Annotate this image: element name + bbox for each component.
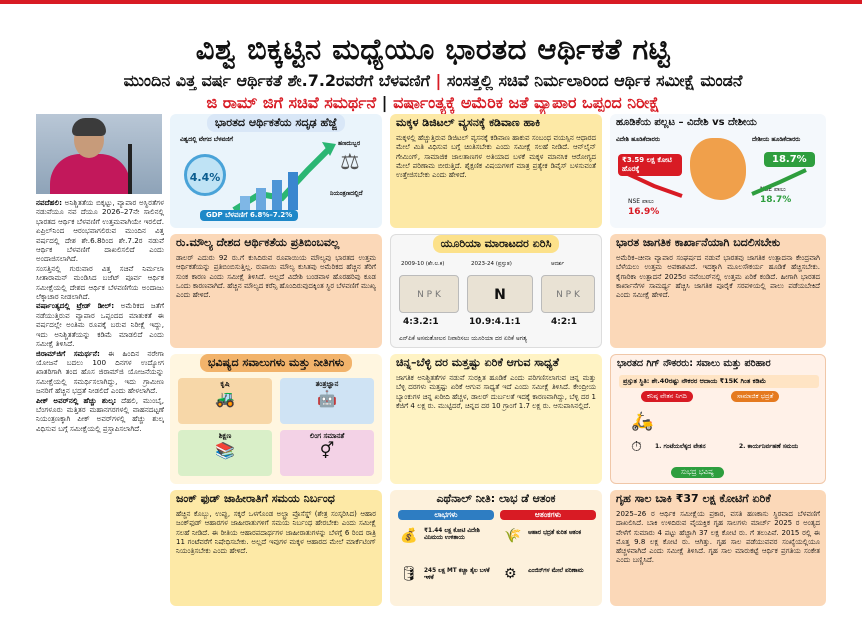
oil-barrel-icon: 🛢 [400, 566, 418, 582]
inflation-label-2: ನಿಯಂತ್ರಣದಲ್ಲಿದೆ [330, 190, 363, 197]
urea-caption: ಎನ್‌ಪಿಕೆ ಅಸಮತೋಲನ ನಿವಾರಿಸಲು ಯೂರಿಯಾ ದರ ಏರಿಕೆ ಅಗತ್ಯ [399, 335, 528, 342]
challenge-agriculture [178, 378, 272, 424]
photo-figure-body [50, 154, 130, 194]
challenge-technology [280, 378, 374, 424]
urea-ratio-2: 10.9:4.1:1 [469, 317, 521, 327]
nse-label-fpi: NSE ಪಾಲು [628, 198, 654, 205]
panel-housing-loans [610, 490, 826, 606]
panel-title: ಭಾರತದ ಆರ್ಥಿಕತೆಯ ಸದೃಢ ಹೆಜ್ಜೆ [207, 114, 345, 132]
grain-icon: 🌾 [504, 528, 522, 544]
subhead1-left: ಮುಂದಿನ ವಿತ್ತ ವರ್ಷ ಆರ್ಥಿಕತೆ ಶೇ.7.2ರವರೆಗೆ ಬೆಳವಣಿಗೆ [123, 71, 430, 90]
growth-percent-badge: 4.4% [184, 154, 226, 196]
gig-step-1: 1. ಗಂಟೆಯಲೆಕ್ಕದ ವೇತನ [655, 443, 706, 450]
book-icon: 📚 [215, 441, 235, 460]
panel-title: ಹೂಡಿಕೆಯ ಪಲ್ಲಟ – ವಿದೇಶಿ vs ದೇಶೀಯ [616, 117, 757, 128]
clock-icon: ⏱ [631, 439, 642, 455]
lead-article [36, 114, 164, 606]
subheadline-1 [14, 70, 852, 92]
panel-growth [170, 114, 382, 228]
panel-text: ಹೆಚ್ಚಿನ ಕೊಬ್ಬು, ಉಪ್ಪು, ಸಕ್ಕರೆ ಒಳಗೊಂಡ ಅಲ್ಟ್ರಾ ಪ್ರೊಸೆಸ್ಡ್ (ಶೇತ್ರ ಸಂಸ್ಕರಿಸಿದ) ಆಹಾರ ಜಂಕ್‌ಫುಡ್ ಆಹಾರಗಳ ಜಾಹೀರಾತುಗಳಿಗೆ ಸಮಯ ನಿರ್ಬಂಧ ಹೇರಬೇಕು ಎಂದು ಸಮೀಕ್ಷೆ ಸಲಹೆ ನೀಡಿದೆ. ಈ ರೀತಿಯ ಆಹಾರಪದಾರ್ಥಗಳ ಜಾಹೀರಾತುಗಳನ್ನು ಬೆಳಗ್ಗೆ 6 ರಿಂದ ರಾತ್ರಿ 11 ಗಂಟೆವರೆಗೆ ನಿಷೇಧಿಸಬೇಕು. ಅಲ್ಲದೆ ಇವುಗಳ ಮಕ್ಕಳ ಆಹಾರದ ಮೇಲೆ ಮಾರ್ಕೆಟಿಂಗ್ ನಿಯಂತ್ರಿಸಬೇಕು ಎಂದು ಹೇಳಿದೆ. [176, 510, 376, 556]
subhead: ಜಿರಾಮ್‌ಜಿಗೆ ಸಮರ್ಥನೆ: [36, 348, 100, 358]
urea-ratio-3: 4:2:1 [551, 317, 577, 327]
money-icon: 💰 [400, 528, 418, 544]
challenge-label: ಶಿಕ್ಷಣ [218, 432, 232, 440]
challenge-label: ಲಿಂಗ ಸಮಾನತೆ [309, 432, 345, 440]
npk-bags-2: N [467, 275, 533, 313]
benefit-2: 245 ಲಕ್ಷ MT ಕಚ್ಚಾ ತೈಲ ಬಳಕೆ ಇಳಿಕೆ [424, 568, 490, 581]
urea-year-1: 2009-10 (ಶೇ.ಲ.ಕ) [401, 261, 445, 267]
panel-challenges [170, 354, 382, 484]
separator: | [381, 93, 394, 112]
engine-icon: ⚙ [504, 566, 517, 582]
tractor-icon: 🚜 [215, 389, 235, 408]
fpi-value: ₹3.59 ಲಕ್ಷ ಕೋಟಿ ಹೊರಕ್ಕೆ [618, 154, 682, 176]
concerns-header: ಆತಂಕಗಳು [500, 510, 596, 520]
npk-bags-1: N P K [399, 275, 459, 313]
separator: | [435, 71, 447, 90]
paragraph: ಅಮೆರಿಕದ ಜತೆಗೆ ನಡೆಯುತ್ತಿರುವ ವ್ಯಾಪಾರ ಒಪ್ಪಂದದ ಮಾತುಕತೆ ಈ ವರ್ಷದಲ್ಲೇ ಅಂತಿಮ ರೂಪಕ್ಕೆ ಬರುವ ನಿರೀಕ್ಷೆ ಇದ್ದು, ಇದು ಅನಿಶ್ಚಿತತೆಯನ್ನು ಕಡಿಮೆ ಮಾಡಲಿದೆ ಎಂದು ಸಮೀಕ್ಷೆ ತಿಳಿಸಿದೆ. [36, 301, 164, 349]
subhead: ಪೀಕ್ ಅವರ್‌ನಲ್ಲಿ ಹೆಚ್ಚು ಶುಲ್ಕ: [36, 395, 117, 405]
paragraph: ಅನಿಶ್ಚಿತತೆಯ ಬಿಕ್ಕಟ್ಟು, ವ್ಯಾಪಾರ ಅಸ್ಥಿರತೆಗಳ ನಡುವೆಯೂ ನವ ದೆಯೂ 2026–27ನೇ ಸಾಲಿನಲ್ಲಿ ಭಾರತದ ಆರ್ಥಿಕ ಬೆಳವಣಿಗೆ ಉತ್ತಮವಾಗಿಯೇ ಇರಲಿದೆ. ಏಪ್ರಿಲ್‌ನಿಂದ ಆರಂಭವಾಗಲಿರುವ ಮುಂದಿನ ವಿತ್ತ ವರ್ಷದಲ್ಲಿ ದೇಶ ಶೇ.6.8ರಿಂದ ಶೇ.7.2ರ ನಡುವೆ ಆರ್ಥಿಕ ಬೆಳವಣಿಗೆ ದಾಖಲಿಸಲಿದೆ ಎಂದು ಅಂದಾಜಿಸಲಾಗಿದೆ. [36, 198, 164, 264]
panel-title: ಭವಿಷ್ಯದ ಸವಾಲುಗಳು ಮತ್ತು ನೀತಿಗಳು [200, 354, 352, 372]
challenge-label: ತಂತ್ರಜ್ಞಾನ [315, 380, 339, 388]
uptrend-arrow-icon [750, 168, 810, 198]
nse-label-dii: NSE ಪಾಲು [760, 186, 786, 193]
article-body [36, 114, 828, 610]
benefit-1: ₹1.44 ಲಕ್ಷ ಕೋಟಿ ವಿದೇಶಿ ವಿನಿಮಯ ಉಳಿತಾಯ [424, 528, 480, 541]
benefits-header: ಲಾಭಗಳು [398, 510, 494, 520]
dii-value: 18.7% [764, 152, 815, 167]
microphone-icon [128, 144, 132, 194]
minister-photo [36, 114, 162, 194]
paragraph: ಸಂಸತ್ತಿನಲ್ಲಿ ಗುರುವಾರ ವಿತ್ತ ಸಚಿವೆ ನಿರ್ಮಲಾ ಸೀತಾರಾಮನ್ ಮಂಡಿಸಿದ ಬಜೆಟ್ ಪೂರ್ವ ಆರ್ಥಿಕ ಸಮೀಕ್ಷೆಯಲ್ಲಿ ದೇಶದ ಆರ್ಥಿಕ ಬೆಳವಣಿಗೆಯ ಅಂದಾಜು ಲೆಕ್ಕಾಚಾರ ನೀಡಲಾಗಿದೆ. [36, 263, 164, 302]
gig-tag-1: ಕನಿಷ್ಠ ವೇತನ ನಿಗದಿ [641, 391, 693, 402]
panel-text: ಮಕ್ಕಳಲ್ಲಿ ಹೆಚ್ಚುತ್ತಿರುವ ಡಿಜಿಟಲ್ ವ್ಯಸನಕ್ಕೆ ಕಡಿವಾಣ ಹಾಕುವ ಸಂಬಂಧ ವಯಸ್ಸಿನ ಆಧಾರದ ಮೇಲೆ ಮಿತಿ ವಿಧಿಸುವ ಬಗ್ಗೆ ಚಿಂತಿಸಬೇಕು ಎಂದು ಸಮೀಕ್ಷೆ ಸಲಹೆ ನೀಡಿದೆ. ಆನ್‌ಲೈನ್ ಗೇಮಿಂಗ್, ಸಾಮಾಜಿಕ ಜಾಲತಾಣಗಳ ಅತಿಯಾದ ಬಳಕೆ ಮಕ್ಕಳ ಮಾನಸಿಕ ಆರೋಗ್ಯದ ಮೇಲೆ ಪರಿಣಾಮ ಬೀರುತ್ತಿದೆ. ಶೈಕ್ಷಣಿಕ ವಿಷಯಗಳಿಗೆ ಮಾತ್ರ ಪ್ರತ್ಯೇಕ ಡಿವೈಸ್ ಬಳಸುವಂತೆ ಉತ್ತೇಜಿಸಬೇಕು ಎಂದು ಹೇಳಿದೆ. [396, 134, 596, 180]
paragraph: ಈ ಹಿಂದಿನ ನರೇಗಾ ಯೋಜನೆ ಬದಲು 100 ದಿನಗಳ ಉದ್ಯೋಗ ಖಾತರಿಗಾಗಿ ತಂದ ಹೊಸ ಜಿರಾಮ್‌ಜಿ ಯೋಜನೆಯನ್ನು ಸಮೀಕ್ಷೆಯಲ್ಲಿ ಸಮರ್ಥಿಸಲಾಗಿದ್ದು, ಇದು ಗ್ರಾಮೀಣ ಜನರಿಗೆ ಹೆಚ್ಚಿನ ಭದ್ರತೆ ನೀಡಲಿದೆ ಎಂದು ಹೇಳಲಾಗಿದೆ. [36, 348, 164, 396]
subhead1-right: ಸಂಸತ್ತಲ್ಲಿ ಸಚಿವೆ ನಿರ್ಮಲಾರಿಂದ ಆರ್ಥಿಕ ಸಮೀಕ್ಷೆ ಮಂಡನೆ [446, 71, 743, 90]
panel-digital-addiction [390, 114, 602, 228]
panel-title: ಮಕ್ಕಳ ಡಿಜಿಟಲ್ ವ್ಯಸನಕ್ಕೆ ಕಡಿವಾಣ ಹಾಕಿ [396, 116, 541, 129]
panel-text: 2025–26 ರ ಆರ್ಥಿಕ ಸಮೀಕ್ಷೆಯ ಪ್ರಕಾರ, ವಸತಿ ಹಣಕಾಸು ಸ್ಥಿರವಾದ ಬೆಳವಣಿಗೆ ದಾಖಲಿಸಿದೆ. ಬಾಕಿ ಉಳಿದಿರುವ ವೈಯಕ್ತಿಕ ಗೃಹ ಸಾಲಗಳು ಮಾರ್ಚ್ 2025 ರ ಅಂತ್ಯದ ವೇಳೆಗೆ ಸುಮಾರು 4 ಪಟ್ಟು ಹೆಚ್ಚಾಗಿ 37 ಲಕ್ಷ ಕೋಟಿ ರು. ಗೆ ತಲುಪಿವೆ. 2015 ರಲ್ಲಿ ಈ ಮೊತ್ತ 9.8 ಲಕ್ಷ ಕೋಟಿ ರು. ಆಗಿತ್ತು. ಗೃಹ ಸಾಲ ಪಡೆಯುವವರ ಸಂಖ್ಯೆಯಲ್ಲಿಯೂ ಹೆಚ್ಚಳವಾಗಿದೆ ಎಂದು ಸಮೀಕ್ಷೆ ತಿಳಿಸಿದೆ. ಗೃಹ ಸಾಲ ಮಾರುಕಟ್ಟೆ ಆರ್ಥಿಕ ಪ್ರಗತಿಯ ಸಂಕೇತ ಎಂದು ಬಣ್ಣಿಸಿದೆ. [616, 510, 820, 565]
panel-text: ಜಾಗತಿಕ ಅನಿಶ್ಚಿತತೆಗಳ ನಡುವೆ ಸುರಕ್ಷಿತ ಹೂಡಿಕೆ ಎಂದು ಪರಿಗಣಿಸಲಾಗುವ ಚಿನ್ನ ಮತ್ತು ಬೆಳ್ಳಿ ದರಗಳು ಮತ್ತಷ್ಟು ಏರಿಕೆ ಆಗುವ ಸಾಧ್ಯತೆ ಇದೆ ಎಂದು ಸಮೀಕ್ಷೆ ತಿಳಿಸಿದೆ. ಕೇಂದ್ರೀಯ ಬ್ಯಾಂಕುಗಳ ಚಿನ್ನ ಖರೀದಿ ಹೆಚ್ಚಳ, ಡಾಲರ್ ದುರ್ಬಲತೆ ಇದಕ್ಕೆ ಕಾರಣವಾಗಿದ್ದು, ಬೆಳ್ಳಿ ದರ 1 ಕೆಜಿಗೆ 4 ಲಕ್ಷ ರು. ಮುಟ್ಟಿದರೆ, ಚಿನ್ನದ ದರ 10 ಗ್ರಾಂಗೆ 1.7 ಲಕ್ಷ ರು. ಆಸುಪಾಸಿನಲ್ಲಿದೆ. [396, 374, 596, 410]
urea-year-2: 2023-24 (ಪ್ರಸ್ತುತ) [471, 261, 512, 267]
nse-value-dii: 18.7% [760, 195, 792, 205]
panel-text: ಡಾಲರ್ ಎದುರು 92 ರು.ಗೆ ಕುಸಿದಿರುವ ರೂಪಾಯಿಯ ಮೌಲ್ಯವು ಭಾರತದ ಉತ್ತಮ ಆರ್ಥಿಕತೆಯನ್ನು ಪ್ರತಿಬಿಂಬಿಸುತ್ತಿಲ್ಲ. ರುಪಾಯಿ ಮೌಲ್ಯ ಕುಸಿತವು ಅಮೆರಿಕದ ಹೆಚ್ಚಿನ ತೆರಿಗೆ ಸುಂಕ ಕಾರಣ ಎಂದು ಸಮೀಕ್ಷೆ ತಿಳಿಸಿದೆ. ಅಲ್ಲದೆ ವಿದೇಶಿ ಬಂಡವಾಳ ಹೊರಹರಿವು ಕೂಡ ಒಂದು ಕಾರಣವಾಗಿದೆ. ಹೆಚ್ಚಿನ ಮೌಲ್ಯದ ಕರೆನ್ಸಿ ಹೊಂದಿರುವುದಕ್ಕಿಂತ ಸ್ಥಿರ ಬೆಳವಣಿಗೆ ಮುಖ್ಯ ಎಂದು ಹೇಳಿದೆ. [176, 254, 376, 300]
headline: ವಿಶ್ವ ಬಿಕ್ಕಟ್ಟಿನ ಮಧ್ಯೆಯೂ ಭಾರತದ ಆರ್ಥಿಕತೆ ಗಟ್ಟಿ [195, 32, 671, 66]
panel-title: ಚಿನ್ನ–ಬೆಳ್ಳಿ ದರ ಮತ್ತಷ್ಟು ಏರಿಕೆ ಆಗುವ ಸಾಧ್ಯತೆ [396, 356, 559, 369]
gig-step-2: 2. ಕಾರ್ಯನಿರ್ವಹಣೆ ಸಮಯ [739, 443, 799, 450]
panel-title: ಯೂರಿಯಾ ಮಾರಾಟದರ ಏರಿಸಿ [433, 235, 560, 253]
npk-bags-3: N P K [541, 275, 595, 313]
gig-stat: ಪ್ರಸ್ತುತ ಸ್ಥಿತಿ: ಶೇ.40ರಷ್ಟು ನೌಕರರ ಆದಾಯ ₹15K ಗಿಂತ ಕಡಿಮೆ [619, 375, 819, 388]
panel-rupee-value [170, 234, 382, 348]
panel-title: ರು.ಮೌಲ್ಯ ದೇಶದ ಆರ್ಥಿಕತೆಯ ಪ್ರತಿಬಿಂಬವಲ್ಲ [176, 236, 340, 249]
urea-ratio-1: 4:3.2:1 [403, 317, 439, 327]
panel-manufacturing [610, 234, 826, 348]
downtrend-arrow-icon [626, 170, 686, 200]
concern-2: ಎಂಜಿನ್‌ಗಳ ಮೇಲೆ ಪರಿಣಾಮ [528, 568, 584, 574]
panel-title: ಜಂಕ್ ಫುಡ್ ಜಾಹೀರಾತಿಗೆ ಸಮಯ ನಿರ್ಬಂಧ [176, 492, 335, 505]
scale-icon: ⚖ [340, 150, 360, 175]
robot-icon: 🤖 [317, 389, 337, 408]
inflation-label: ಹಣದುಬ್ಬರ [338, 140, 361, 147]
panel-title: ಎಥೆನಾಲ್ ನೀತಿ: ಲಾಭ ಡೆ ಆತಂಕ [436, 492, 556, 505]
panel-text: ಅಮೆರಿಕ–ಚೀನಾ ವ್ಯಾಪಾರ ಸಂಘರ್ಷದ ನಡುವೆ ಭಾರತವು ಜಾಗತಿಕ ಉತ್ಪಾದನಾ ಕೇಂದ್ರವಾಗಿ ಬೆಳೆಯಲು ಉತ್ತಮ ಅವಕಾಶವಿದೆ. ಇದಕ್ಕಾಗಿ ಮೂಲಸೌಕರ್ಯ ಹೂಡಿಕೆ ಹೆಚ್ಚಿಸಬೇಕು. ಕೈಗಾರಿಕಾ ಉತ್ಪಾದನೆ 2025ರ ನವೆಂಬರ್‌ನಲ್ಲಿ ಉತ್ತಮ ಏರಿಕೆ ಕಂಡಿದೆ. ಹೀಗಾಗಿ ಭಾರತದ ಕಾರ್ಖಾನೆಗಳ ಸಾಮರ್ಥ್ಯ ಹೆಚ್ಚಿಸಿ ಜಾಗತಿಕ ಪೂರೈಕೆ ಸರಪಳಿಯಲ್ಲಿ ಪಾಲು ಪಡೆಯಬೇಕಿದೆ ಎಂದು ಸಮೀಕ್ಷೆ ಹೇಳಿದೆ. [616, 254, 820, 300]
panel-junk-food [170, 490, 382, 606]
subhead: ವರ್ಷಾಂತ್ಯದಲ್ಲಿ ಟ್ರೇಡ್ ಡೀಲ್: [36, 301, 115, 311]
gig-tag-2: ಸಾಮಾಜಿಕ ಭದ್ರತೆ [731, 391, 779, 402]
gdp-arrow-label: GDP ಬೆಳವಣಿಗೆ 6.8%–7.2% [200, 210, 298, 221]
dateline: ನವದೆಹಲಿ: [36, 198, 62, 207]
subhead2-right: ವರ್ಷಾಂತ್ಯಕ್ಕೆ ಅಮೆರಿಕ ಜತೆ ವ್ಯಾಪಾರ ಒಪ್ಪಂದ ನಿರೀಕ್ಷೆ [393, 93, 660, 112]
challenge-gender [280, 430, 374, 476]
fpi-label: ವಿದೇಶಿ ಹೂಡಿಕೆದಾರರು [616, 136, 661, 143]
challenge-education [178, 430, 272, 476]
delivery-icon: 🛵 [631, 411, 654, 432]
panel-title: ಭಾರತದ ಗಿಗ್ ನೌಕರರು: ಸವಾಲು ಮತ್ತು ಪರಿಹಾರ [617, 358, 771, 369]
photo-figure-hair [72, 118, 106, 136]
lead-article-text [36, 198, 164, 433]
subheadline-2 [14, 92, 852, 114]
panel-ethanol [390, 490, 602, 606]
challenge-label: ಕೃಷಿ [220, 380, 230, 388]
panel-title: ಭಾರತ ಜಾಗತಿಕ ಕಾರ್ಖಾನೆಯಾಗಿ ಬದಲಿಸಬೇಕು [616, 236, 781, 249]
growth-arrow-icon [230, 136, 340, 216]
nse-value-fpi: 16.9% [628, 207, 660, 217]
panel-gold-silver [390, 354, 602, 484]
gender-icon: ⚥ [319, 441, 335, 460]
panel-title: ಗೃಹ ಸಾಲ ಬಾಕಿ ₹37 ಲಕ್ಷ ಕೋಟಿಗೆ ಏರಿಕೆ [616, 492, 771, 505]
urea-year-3: ಆದರ್ಶ [551, 261, 565, 267]
panel-investment-shift [610, 114, 826, 228]
subhead2-left: ಜಿ ರಾಮ್ ಜಿಗೆ ಸಚಿವೆ ಸಮರ್ಥನೆ [206, 93, 377, 112]
top-red-rule [0, 0, 862, 4]
dii-label: ದೇಶೀಯ ಹೂಡಿಕೆದಾರರು [752, 136, 801, 143]
gdp-label: ವಿಶ್ವದಲ್ಲಿ ವೇಗದ ಬೆಳವಣಿಗೆ [180, 136, 233, 143]
concern-1: ಆಹಾರ ಭದ್ರತೆ ಕುರಿತ ಆತಂಕ [528, 530, 581, 536]
gig-footer: ಸುಭದ್ರ ಭವಿಷ್ಯ [671, 467, 724, 478]
paragraph: ದೆಹಲಿ, ಮುಂಬೈ, ಬೆಂಗಳೂರು ಮತ್ತಿತರ ಮಹಾನಗರಗಳಲ್ಲಿ ವಾಹನದಟ್ಟಣೆ ನಿಯಂತ್ರಣಕ್ಕಾಗಿ ಪೀಕ್ ಅವರ್‌ಗಳಲ್ಲಿ ಹೆಚ್ಚು ಶುಲ್ಕ ವಿಧಿಸುವ ಬಗ್ಗೆ ಸಮೀಕ್ಷೆಯಲ್ಲಿ ಪ್ರಸ್ತಾಪಿಸಲಾಗಿದೆ. [36, 395, 164, 433]
panel-gig-workers [610, 354, 826, 484]
panel-urea [390, 234, 602, 348]
india-map-icon [690, 138, 746, 200]
